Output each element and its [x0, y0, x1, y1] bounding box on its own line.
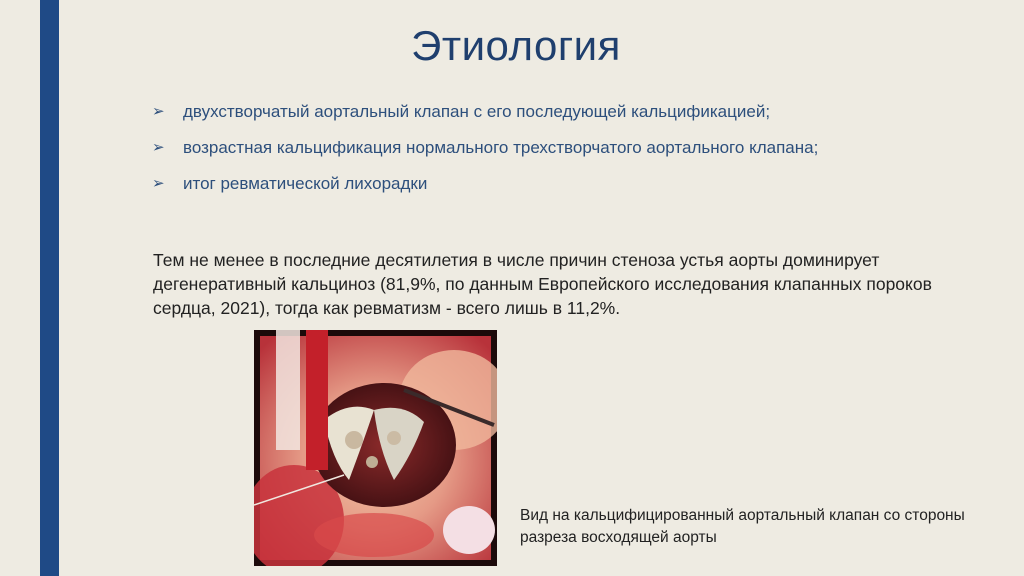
bullet-list — [152, 99, 818, 207]
bullet-text: двухстворчатый аортальный клапан с его последующей кальцификацией; — [183, 102, 771, 121]
photo-caption: Вид на кальцифицированный аортальный клапан со стороны разреза восходящей аорты — [520, 507, 965, 546]
bullet-text: возрастная кальцификация нормального трехстворчатого аортального клапана; — [183, 138, 819, 157]
bullet-item — [152, 135, 818, 171]
arrow-bullet-icon: ➢ — [152, 139, 165, 156]
body-paragraph: Тем не менее в последние десятилетия в числе причин стеноза устья аорты доминирует дегенеративный кальциноз (81,9%, по данным Европейского исследования клапанных пороков сердца, 2021), тогда как ревматизм - всего лишь в 11,2%. — [153, 250, 932, 318]
bullet-text: итог ревматической лихорадки — [183, 174, 428, 193]
arrow-bullet-icon: ➢ — [152, 175, 165, 192]
valve-photo-illustration — [254, 330, 497, 566]
surgical-photo — [254, 330, 497, 566]
arrow-bullet-icon: ➢ — [152, 103, 165, 120]
accent-side-bar — [40, 0, 59, 576]
slide-title: Этиология — [411, 22, 621, 69]
bullet-item — [152, 99, 818, 135]
bullet-item — [152, 171, 818, 207]
